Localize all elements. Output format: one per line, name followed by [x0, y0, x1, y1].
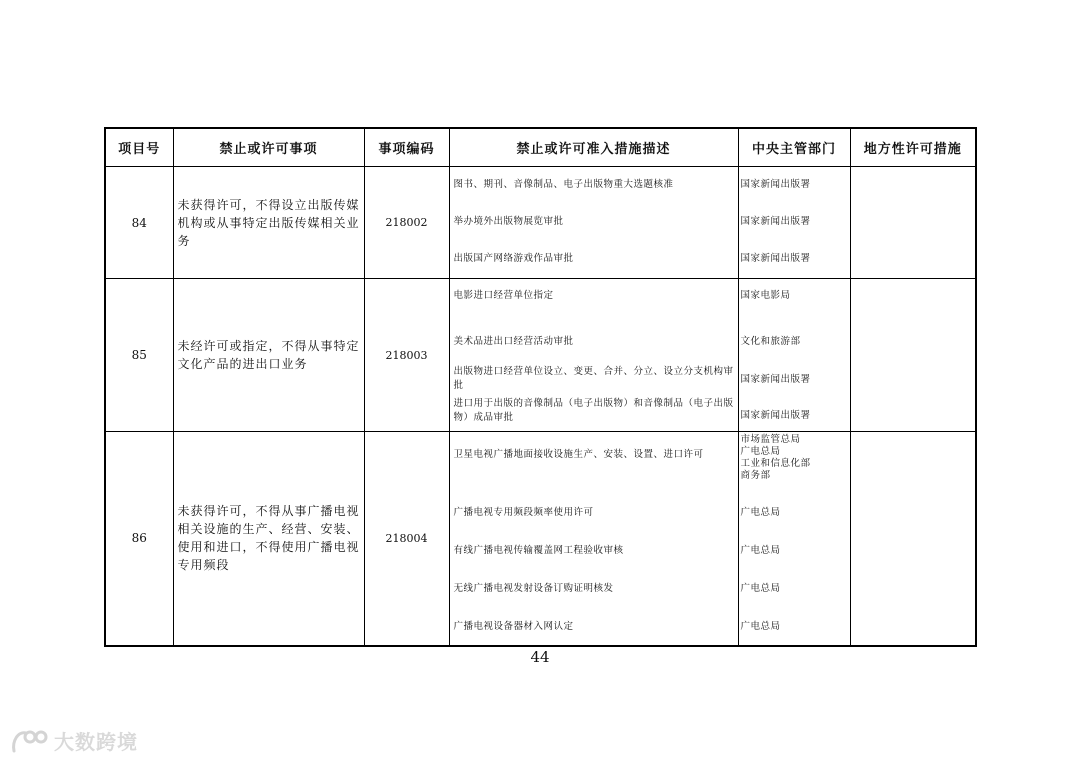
- measure-dept: 文化和旅游部: [740, 336, 801, 347]
- measure-dept: 国家新闻出版署: [740, 374, 811, 385]
- row-local: [850, 432, 976, 646]
- measure-dept: 市场监管总局 广电总局 工业和信息化部 商务部: [740, 434, 811, 482]
- row-local: [850, 167, 976, 279]
- measure-desc: 卫星电视广播地面接收设施生产、安装、设置、进口许可: [453, 449, 704, 461]
- measure-desc: 出版物进口经营单位设立、变更、合并、分立、设立分支机构审批: [453, 366, 734, 391]
- measure-desc: 电影进口经营单位指定: [453, 290, 554, 301]
- row-code: 218002: [364, 167, 449, 279]
- measure-dept: 国家新闻出版署: [740, 216, 811, 227]
- measure-desc: 无线广播电视发射设备订购证明核发: [453, 583, 614, 595]
- row-local: [850, 279, 976, 432]
- measure-desc: 广播电视设备器材入网认定: [453, 621, 574, 633]
- row-number: 86: [105, 432, 173, 646]
- measure-dept: 广电总局: [740, 621, 781, 633]
- table-row: [105, 167, 976, 279]
- row-item: 未获得许可，不得从事广播电视相关设施的生产、经营、安装、使用和进口，不得使用广播电视专用频段: [173, 432, 364, 646]
- row-depts: [738, 167, 850, 279]
- row-depts: [738, 279, 850, 432]
- row-item: 未经许可或指定，不得从事特定文化产品的进出口业务: [173, 279, 364, 432]
- watermark: [10, 725, 138, 755]
- measure-dept: 国家新闻出版署: [740, 253, 811, 264]
- measure-desc: 举办境外出版物展览审批: [453, 216, 564, 227]
- row-code: 218003: [364, 279, 449, 432]
- table-row: [105, 432, 976, 646]
- table-row: [105, 279, 976, 432]
- row-measures: [449, 167, 738, 279]
- measure-dept: 国家新闻出版署: [740, 410, 811, 421]
- brand-logo-icon: [10, 725, 48, 755]
- table-header-row: [105, 128, 976, 167]
- row-measures: [449, 279, 738, 432]
- watermark-text: 大数跨境: [54, 729, 138, 754]
- permit-table: [104, 127, 977, 647]
- header-item-no: 项目号: [105, 128, 173, 167]
- measure-desc: 美术品进出口经营活动审批: [453, 336, 574, 347]
- measure-dept: 国家电影局: [740, 290, 791, 301]
- row-number: 85: [105, 279, 173, 432]
- measure-desc: 广播电视专用频段频率使用许可: [453, 507, 594, 519]
- row-code: 218004: [364, 432, 449, 646]
- header-measures: 禁止或许可准入措施描述: [449, 128, 738, 167]
- measure-dept: 广电总局: [740, 583, 781, 595]
- measure-desc: 进口用于出版的音像制品（电子出版物）和音像制品（电子出版物）成品审批: [453, 398, 734, 423]
- measure-dept: 广电总局: [740, 545, 781, 557]
- measure-desc: 出版国产网络游戏作品审批: [453, 253, 574, 264]
- header-item: 禁止或许可事项: [173, 128, 364, 167]
- row-depts: [738, 432, 850, 646]
- header-dept: 中央主管部门: [738, 128, 850, 167]
- measure-desc: 有线广播电视传输覆盖网工程验收审核: [453, 545, 624, 557]
- measure-dept: 国家新闻出版署: [740, 179, 811, 190]
- measure-dept: 广电总局: [740, 507, 781, 519]
- header-code: 事项编码: [364, 128, 449, 167]
- header-local: 地方性许可措施: [850, 128, 976, 167]
- measure-desc: 图书、期刊、音像制品、电子出版物重大选题核准: [453, 179, 674, 190]
- row-number: 84: [105, 167, 173, 279]
- row-measures: [449, 432, 738, 646]
- row-item: 未获得许可，不得设立出版传媒机构或从事特定出版传媒相关业务: [173, 167, 364, 279]
- page-number: 44: [530, 648, 550, 666]
